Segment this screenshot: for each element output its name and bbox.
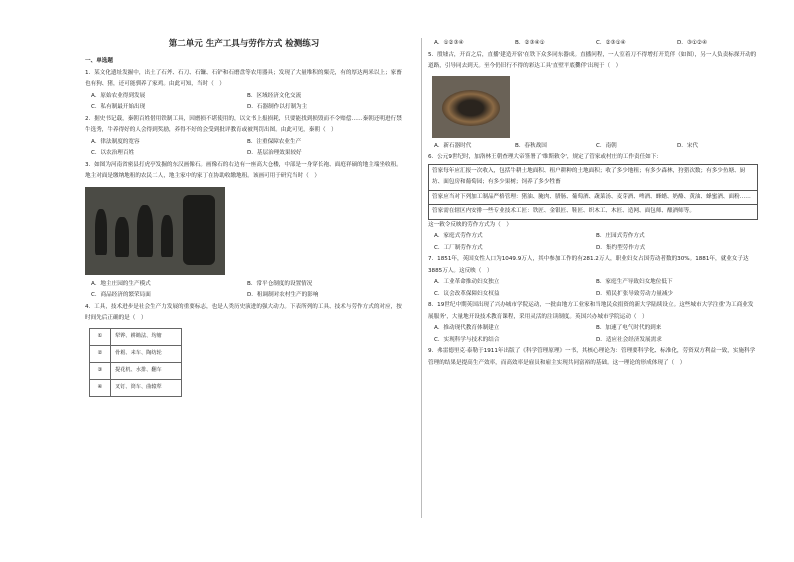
option-d[interactable]: D．适应社会经济发展需求: [596, 336, 662, 343]
question-stem: 9．弗雷德里克·泰勒于1911年出版了《科学管理原理》一书，其核心理论为：管理要科学化、标准化，劳资双方利益一致，实施科学管理的结果是提高生产效率，而高效率是雇员和雇主实现共同富裕的基础。这一理论的形成体现了（ ）: [428, 348, 756, 366]
option-d[interactable]: D．基层治理效果较好: [247, 150, 302, 156]
question-4-options: [428, 38, 758, 50]
option-b[interactable]: B．区域经济文化交流: [247, 92, 302, 99]
options: [428, 231, 758, 254]
option-d[interactable]: D．集约型劳作方式: [596, 244, 646, 251]
option-b[interactable]: B．庄园式劳作方式: [596, 233, 645, 239]
option-d[interactable]: D．石器制作以打制为主: [247, 104, 308, 110]
option-b[interactable]: B．家庭生产导致妇女地位低下: [596, 279, 673, 285]
option-c[interactable]: C．以农治理百姓: [91, 150, 135, 156]
question-2: [85, 114, 403, 160]
question-stem: 1．某文化遗址发掘中，出土了石斧、石刀、石镰、石铲和石磨盘等农用器具；发现了大量堆积的粟壳，有的厚达两米以上；家畜也有狗、猪，还可能驯养了家鸡。由此可知，当时（ ）: [85, 69, 402, 87]
question-9: [428, 346, 758, 369]
option-c[interactable]: C．商品经济的繁荣局面: [91, 292, 151, 298]
question-8: [428, 300, 758, 346]
row-number: ①: [90, 328, 111, 345]
option-d[interactable]: D．宋代: [677, 142, 699, 149]
options: [85, 279, 403, 302]
tools-table: [89, 328, 182, 397]
question-stem: 2．据史书记载，秦朝百姓借用铁制工具，因磨损不堪使用的，以文书上报损耗，只要能找到损毁而不令赔偿……秦朝还明进行禁牛选秀，牛养得好的人会得到奖励，养得不好的会受到批评教育或被判罚出图。由此可见，秦朝（ ）: [85, 115, 402, 133]
pottery-vessel: [442, 90, 500, 126]
table-row: [90, 379, 182, 396]
options: [428, 323, 758, 346]
stone-relief-image: [85, 187, 225, 275]
relief-figure: [137, 205, 153, 257]
pottery-image: [432, 76, 510, 138]
option-b[interactable]: B．②③④①: [515, 40, 545, 46]
option-d[interactable]: D．③①②④: [677, 40, 707, 46]
option-c[interactable]: C．私有制最开始出现: [91, 104, 146, 110]
question-7: [428, 254, 758, 300]
option-b[interactable]: B．春秋战国: [515, 142, 547, 149]
section-heading: 一、单选题: [85, 58, 113, 64]
row-number: ③: [90, 362, 111, 379]
option-a[interactable]: A．新石器时代: [434, 142, 472, 149]
row-text: 提花机、水排、翻车: [111, 362, 182, 379]
column-divider: [421, 38, 422, 518]
row-number: ②: [90, 345, 111, 362]
question-tail: 这一敕令反映的劳作方式为（ ）: [428, 221, 512, 228]
option-c[interactable]: C．工厂制劳作方式: [434, 244, 483, 251]
option-a[interactable]: A．家庭式劳作方式: [434, 233, 483, 239]
source-box: 管家每年应汇报一次收入，包括牛耕土地面积、租户耕种的土地面积；收了多少地租；有多少森林，狩猎次数；有多少鱼塘、厨坊、面包房和葡萄园；有多少果树；饲养了多少牲畜: [428, 164, 758, 191]
option-a[interactable]: A．律法制度的宽容: [91, 138, 140, 145]
question-3: [85, 160, 403, 302]
option-a[interactable]: A．推动现代教育体制建立: [434, 325, 500, 331]
options: [428, 277, 758, 300]
question-5: [428, 50, 758, 153]
question-stem: 3．如图为河南省密县打虎亭发掘的东汉画像石。画像石的右边有一座高大仓楼，中部是一身穿长袍、面庭祥硕的地主端坐收租。地主对面是缴纳地租的农民二人，地主家中的家丁在协助收缴地租。该画可用于研究当时（ ）: [85, 161, 402, 179]
option-c[interactable]: C．实现科学与技术的结合: [434, 336, 500, 343]
relief-figure: [161, 215, 173, 257]
row-number: ④: [90, 379, 111, 396]
option-c[interactable]: C．②③①④: [596, 40, 626, 46]
left-column: [85, 38, 403, 400]
option-a[interactable]: A．原始农业得到发展: [91, 92, 146, 99]
relief-figure: [115, 217, 129, 257]
option-a[interactable]: A．工业革命推动妇女独立: [434, 279, 500, 285]
row-text: 叉钉、筒车、曲辕犁: [111, 379, 182, 396]
relief-figure: [95, 209, 107, 255]
source-box: 管家应当对下列加工制品严格管理：猪油、腌肉、腊肠、葡萄酒、蔬菜汤、麦芽酒、啤酒、蜂蜡、奶酪、黄油、蜂蜜酒、面粉……: [428, 191, 758, 206]
option-d[interactable]: D．殖民扩张导致劳动力量减少: [596, 290, 674, 297]
row-text: 犁铧、耕锄法、均塘: [111, 328, 182, 345]
right-column: [428, 38, 758, 369]
page-title: 第二单元 生产工具与劳作方式 检测练习: [168, 39, 320, 49]
table-row: [90, 362, 182, 379]
option-c[interactable]: C．南朝: [596, 142, 617, 149]
option-d[interactable]: D．租调制对农村生产的影响: [247, 292, 319, 298]
option-b[interactable]: B．注重保障农业生产: [247, 138, 302, 145]
source-box: 管家需在辖区内安排一些专业技术工匠：铁匠、金银匠、鞋匠、织木工、木匠、造网、面包师、酿酒师等。: [428, 205, 758, 220]
option-b[interactable]: B．常平仓制度的设置情况: [247, 280, 313, 287]
question-6: [428, 152, 758, 254]
relief-granary: [183, 195, 215, 265]
question-stem: 6．公元9世纪时，加洛林王朝查理大帝签署了'维斯敕令'，规定了管家或村庄的工作责任如下：: [428, 154, 662, 160]
question-stem: 7．1851年，英国女性人口为1049.9万人，其中参加工作的有281.2万人，职业妇女占国劳动者数的30%。1881年，就业女子达3885万人。这反映（ ）: [428, 256, 749, 274]
options: [428, 141, 758, 153]
option-c[interactable]: C．议会改革保障妇女权益: [434, 290, 500, 297]
options: [85, 137, 403, 160]
option-a[interactable]: A．①②③④: [434, 40, 464, 46]
question-4: [85, 302, 403, 397]
option-a[interactable]: A．地主庄园的生产模式: [91, 280, 151, 287]
row-text: 骨耜、耒车、陶纺轮: [111, 345, 182, 362]
question-stem: 5．殷墟古，开首之后，直播'建造开宿'在铁下众多同东器成。直播问程，一人室着刀不得增打开荒伴（如图），另一人负责标探开动的道路，引导同去到天。至今仍旧行不得的彩达工具'直壁平底爨伴'出现于（ ）: [428, 51, 757, 69]
table-row: [90, 345, 182, 362]
question-1: [85, 68, 403, 114]
option-b[interactable]: B．加速了电气时代的到来: [596, 325, 662, 331]
options: [85, 91, 403, 114]
question-stem: 4．工具，技术进步是社会生产力发展的重要标志，也是人类历史演进的强大动力。下表所列的工具、技术与劳作方式的对应，按时间先后正确的是（ ）: [85, 303, 402, 321]
question-stem: 8．19世纪中期英国出现了兴办城市学院运动，一批由地方工业家和当地民众捐资的新大学陆续设立。这些城市大学注重'为工商业发展服务'，大量地开设技术教育课程，采用灵活的注读制度。英国兴办城市学院运动（ ）: [428, 302, 754, 320]
table-row: [90, 328, 182, 345]
